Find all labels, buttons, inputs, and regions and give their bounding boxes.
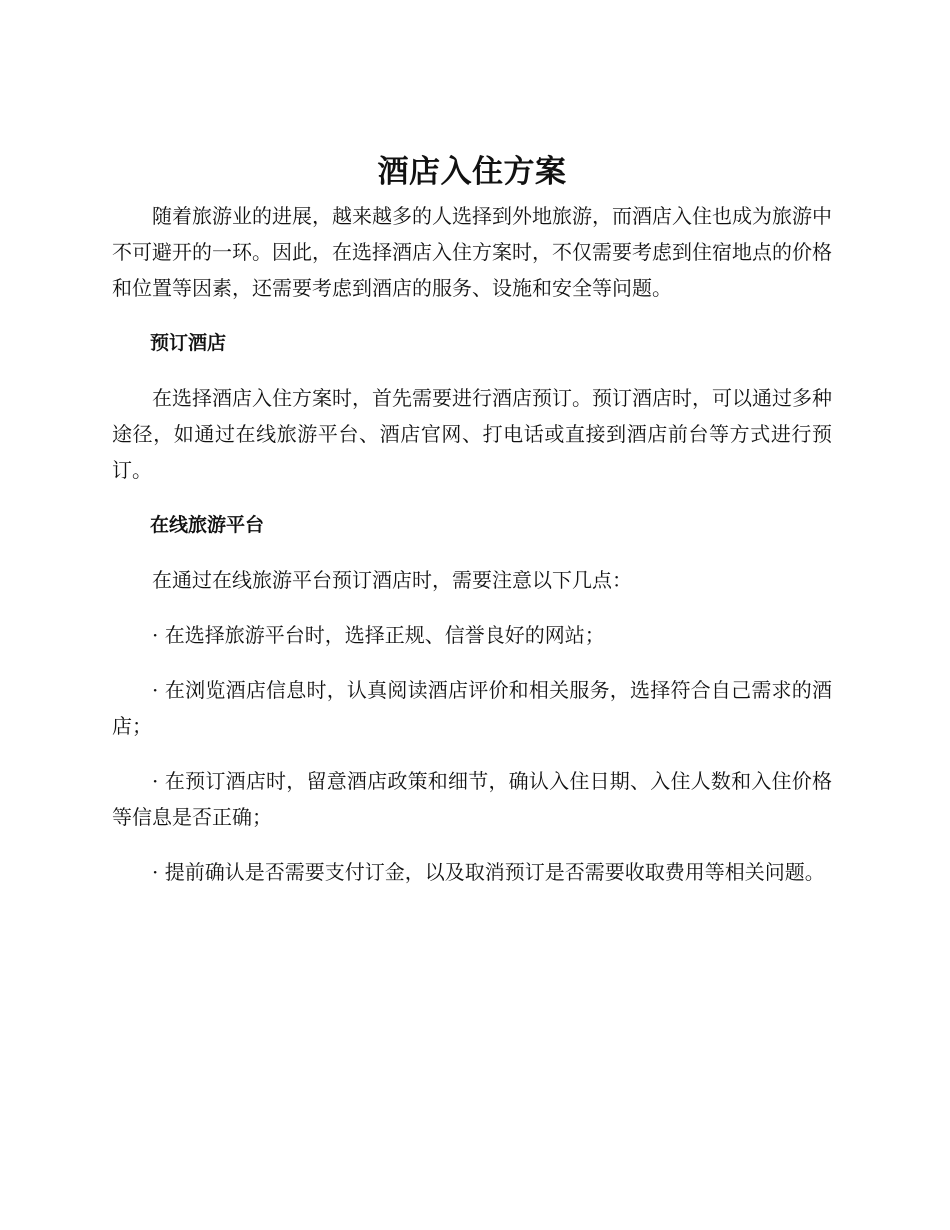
list-item: · 提前确认是否需要支付订金，以及取消预订是否需要收取费用等相关问题。 [152,860,825,884]
list-item: · 在预订酒店时，留意酒店政策和细节，确认入住日期、入住人数和入住价格等信息是否正确； [112,769,832,829]
online-platform-intro: 在通过在线旅游平台预订酒店时，需要注意以下几点： [152,568,632,592]
document-title: 酒店入住方案 [377,154,567,190]
intro-paragraph: 随着旅游业的进展，越来越多的人选择到外地旅游，而酒店入住也成为旅游中不可避开的一环。因此，在选择酒店入住方案时，不仅需要考虑到住宿地点的价格和位置等因素，还需要考虑到酒店的服务、设施和安全等问题。 [112,204,832,300]
booking-paragraph: 在选择酒店入住方案时，首先需要进行酒店预订。预订酒店时，可以通过多种途径，如通过在线旅游平台、酒店官网、打电话或直接到酒店前台等方式进行预订。 [112,386,832,482]
section-heading-booking: 预订酒店 [150,332,227,354]
document-page [112,148,832,890]
list-item: · 在选择旅游平台时，选择正规、信誉良好的网站； [152,623,605,647]
section-heading-online-platform: 在线旅游平台 [150,514,265,536]
list-item: · 在浏览酒店信息时，认真阅读酒店评价和相关服务，选择符合自己需求的酒店； [112,678,832,738]
